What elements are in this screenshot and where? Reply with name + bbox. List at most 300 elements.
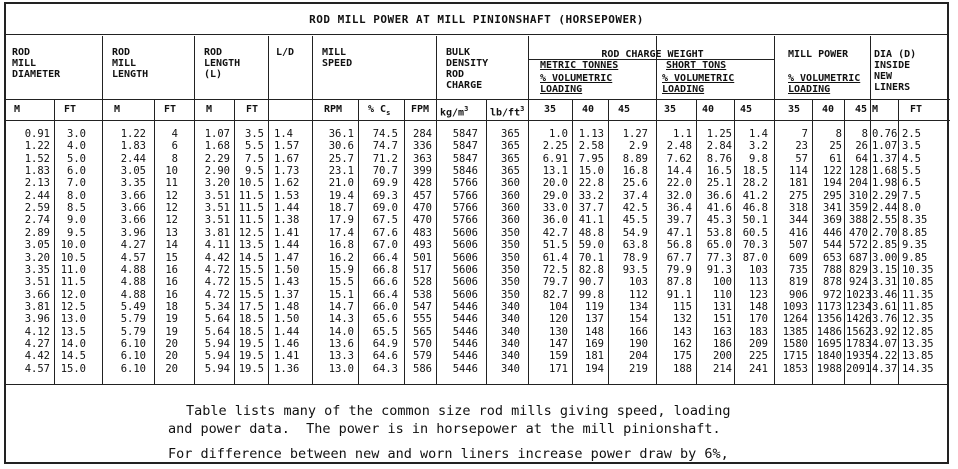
table-cell: 1.50	[274, 263, 300, 276]
table-cell: 4.72	[204, 288, 230, 301]
table-cell: 5766	[452, 214, 478, 227]
table-cell: 104	[549, 300, 568, 313]
table-cell: 6.10	[120, 362, 146, 375]
table-cell: 365	[501, 128, 520, 140]
table-cell: 241	[749, 362, 768, 375]
table-cell: 67.7	[666, 251, 692, 264]
table-cell: 59.0	[578, 239, 604, 252]
header-pct-vol-power: % VOLUMETRIC LOADING	[788, 73, 861, 95]
table-cell: 67.5	[372, 214, 398, 227]
sub-ft4: FT	[910, 104, 923, 115]
table-cell: 175	[673, 350, 692, 363]
table-cell: 10.0	[60, 239, 86, 252]
table-cell: 12	[165, 214, 178, 227]
column-divider	[528, 36, 529, 384]
row-divider	[6, 120, 950, 121]
table-cell: 336	[413, 140, 432, 153]
table-cell: 23.1	[328, 165, 354, 178]
table-cell: 4.57	[24, 362, 50, 375]
table-cell: 2.58	[578, 140, 604, 153]
table-cell: 110	[713, 288, 732, 301]
table-cell: 446	[823, 226, 842, 239]
table-cell: 16	[165, 263, 178, 276]
table-cell: 120	[549, 313, 568, 326]
table-cell: 3.0	[67, 128, 86, 140]
table-cell: 1988	[816, 362, 842, 375]
table-cell: 70.3	[742, 239, 768, 252]
table-cell: 3.31	[872, 276, 898, 289]
table-cell: 7.0	[67, 177, 86, 190]
table-cell: 42.5	[622, 202, 648, 215]
table-cell: 1.37	[274, 288, 300, 301]
table-cell: 12.35	[902, 313, 934, 326]
table-cell: 3.35	[120, 177, 146, 190]
table-cell: 3.20	[204, 177, 230, 190]
sub-ft2: FT	[164, 104, 177, 115]
table-cell: 2.29	[872, 189, 898, 202]
table-cell: 4	[171, 128, 178, 140]
column-subdivider	[54, 99, 55, 384]
table-cell: 11.0	[60, 263, 86, 276]
table-cell: 4.37	[872, 362, 898, 375]
table-cell: 166	[629, 325, 648, 338]
table-cell: 12.85	[902, 325, 934, 338]
table-cell: 26	[855, 140, 868, 153]
table-cell: 5606	[452, 288, 478, 301]
table-cell: 123	[749, 288, 768, 301]
table-cell: 9.5	[67, 226, 86, 239]
table-cell: 15.0	[60, 362, 86, 375]
table-cell: 45.3	[706, 214, 732, 227]
table-cell: 2.5	[902, 128, 921, 140]
table-cell: 17.5	[238, 300, 264, 313]
table-cell: 1.38	[274, 214, 300, 227]
table-cell: 15.0	[578, 165, 604, 178]
table-cell: 572	[849, 239, 868, 252]
table-cell: 63.8	[622, 239, 648, 252]
column-subdivider	[358, 99, 359, 384]
table-cell: 5.79	[120, 313, 146, 326]
table-cell: 788	[823, 263, 842, 276]
table-cell: 20	[165, 362, 178, 375]
table-cell: 2.9	[629, 140, 648, 153]
table-cell: 10.5	[238, 177, 264, 190]
table-cell: 3.20	[24, 251, 50, 264]
table-cell: 1.44	[274, 325, 300, 338]
table-cell: 148	[585, 325, 604, 338]
table-cell: 56.8	[666, 239, 692, 252]
table-cell: 70.7	[372, 165, 398, 178]
table-cell: 204	[629, 350, 648, 363]
table-cell: 20	[165, 350, 178, 363]
table-cell: 5606	[452, 239, 478, 252]
table-cell: 60.5	[742, 226, 768, 239]
table-cell: 5.5	[902, 165, 921, 178]
table-cell: 2.90	[204, 165, 230, 178]
table-cell: 15.5	[328, 276, 354, 289]
table-cell: 1426	[846, 313, 872, 326]
table-cell: 186	[713, 337, 732, 350]
table-cell: 2.13	[24, 177, 50, 190]
header-rod-length: ROD LENGTH (L)	[204, 47, 241, 80]
table-cell: 318	[789, 202, 808, 215]
table-cell: 47.1	[666, 226, 692, 239]
sub-ft3: FT	[246, 104, 259, 115]
table-cell: 33.0	[542, 202, 568, 215]
table-cell: 2.70	[872, 226, 898, 239]
table-cell: 0.91	[24, 128, 50, 140]
table-cell: 350	[501, 239, 520, 252]
table-cell: 457	[413, 189, 432, 202]
table-cell: 4.5	[902, 152, 921, 165]
table-cell: 3.66	[24, 288, 50, 301]
table-cell: 1853	[782, 362, 808, 375]
table-cell: 12.5	[238, 226, 264, 239]
table-cell: 1093	[782, 300, 808, 313]
table-cell: 122	[823, 165, 842, 178]
table-cell: 66.4	[372, 251, 398, 264]
column-subdivider	[812, 99, 813, 384]
table-cell: 295	[823, 189, 842, 202]
table-cell: 37.7	[578, 202, 604, 215]
table-cell: 501	[413, 251, 432, 264]
table-cell: 131	[713, 300, 732, 313]
column-divider	[436, 36, 437, 384]
column-divider	[312, 36, 313, 384]
table-cell: 20	[165, 337, 178, 350]
table-cell: 4.27	[120, 239, 146, 252]
table-cell: 1385	[782, 325, 808, 338]
table-cell: 2.44	[872, 202, 898, 215]
table-cell: 17.9	[328, 214, 354, 227]
header-rod-mill-length: ROD MILL LENGTH	[112, 47, 149, 80]
table-cell: 493	[413, 239, 432, 252]
table-cell: 8	[835, 128, 842, 140]
table-cell: 65.5	[372, 325, 398, 338]
table-cell: 1.13	[578, 128, 604, 140]
table-cell: 528	[413, 276, 432, 289]
table-cell: 132	[673, 313, 692, 326]
table-cell: 151	[713, 313, 732, 326]
table-cell: 3.51	[204, 189, 230, 202]
table-cell: 2.84	[706, 140, 732, 153]
column-divider	[102, 36, 103, 384]
table-cell: 365	[501, 152, 520, 165]
table-cell: 5606	[452, 263, 478, 276]
table-cell: 3.51	[204, 202, 230, 215]
table-cell: 9.5	[245, 165, 264, 178]
table-cell: 18.5	[238, 325, 264, 338]
table-cell: 1234	[846, 300, 872, 313]
column-divider	[268, 36, 269, 384]
table-cell: 3.66	[120, 202, 146, 215]
table-cell: 1.44	[274, 239, 300, 252]
table-cell: 1.47	[274, 251, 300, 264]
header-rod-charge-weight: ROD CHARGE WEIGHT	[601, 49, 704, 60]
table-cell: 19.5	[238, 350, 264, 363]
table-cell: 16.8	[622, 165, 648, 178]
table-cell: 67.6	[372, 226, 398, 239]
table-cell: 1.68	[872, 165, 898, 178]
table-cell: 5.94	[204, 362, 230, 375]
table-cell: 7.62	[666, 152, 692, 165]
table-cell: 13.1	[542, 165, 568, 178]
table-cell: 483	[413, 226, 432, 239]
table-cell: 3.05	[120, 165, 146, 178]
table-cell: 547	[413, 300, 432, 313]
sub-m3: M	[206, 104, 213, 115]
table-cell: 194	[585, 362, 604, 375]
table-cell: 41.6	[706, 202, 732, 215]
table-cell: 188	[673, 362, 692, 375]
table-cell: 1.4	[274, 128, 293, 140]
table-cell: 100	[713, 276, 732, 289]
table-cell: 25	[829, 140, 842, 153]
table-cell: 78.9	[622, 251, 648, 264]
table-cell: 82.8	[578, 263, 604, 276]
table-cell: 25.6	[622, 177, 648, 190]
table-cell: 16.2	[328, 251, 354, 264]
table-cell: 1715	[782, 350, 808, 363]
table-cell: 22.0	[666, 177, 692, 190]
table-cell: 3.76	[872, 313, 898, 326]
table-cell: 11.5	[60, 276, 86, 289]
header-rod-mill-diameter: ROD MILL DIAMETER	[12, 47, 61, 80]
table-cell: 1.07	[204, 128, 230, 140]
table-cell: 9.35	[902, 239, 928, 252]
table-cell: 360	[501, 214, 520, 227]
table-cell: 570	[413, 337, 432, 350]
table-cell: 37.4	[622, 189, 648, 202]
table-cell: 2.48	[666, 140, 692, 153]
table-cell: 1580	[782, 337, 808, 350]
table-cell: 51.5	[542, 239, 568, 252]
table-cell: 12	[165, 202, 178, 215]
table-cell: 5446	[452, 362, 478, 375]
table-cell: 3.35	[24, 263, 50, 276]
table-cell: 1.22	[24, 140, 50, 153]
table-cell: 2.44	[120, 152, 146, 165]
table-cell: 1783	[846, 337, 872, 350]
column-divider	[774, 36, 775, 384]
table-cell: 119	[585, 300, 604, 313]
table-cell: 183	[749, 325, 768, 338]
table-cell: 46.8	[742, 202, 768, 215]
table-cell: 1.50	[274, 313, 300, 326]
table-cell: 6.0	[67, 165, 86, 178]
table-cell: 16.5	[706, 165, 732, 178]
table-cell: 5446	[452, 350, 478, 363]
table-cell: 3.51	[204, 214, 230, 227]
table-cell: 1.53	[274, 189, 300, 202]
table-cell: 33.2	[578, 189, 604, 202]
table-cell: 5446	[452, 337, 478, 350]
row-divider	[6, 99, 950, 100]
table-cell: 64.9	[372, 337, 398, 350]
table-cell: 90.7	[578, 276, 604, 289]
table-cell: 3.05	[24, 239, 50, 252]
table-cell: 340	[501, 350, 520, 363]
table-cell: 1695	[816, 337, 842, 350]
table-cell: 8.5	[67, 202, 86, 215]
table-cell: 19.4	[328, 189, 354, 202]
table-cell: 972	[823, 288, 842, 301]
table-cell: 112	[629, 288, 648, 301]
table-cell: 65.6	[372, 313, 398, 326]
table-cell: 32.0	[666, 189, 692, 202]
table-cell: 13.5	[60, 325, 86, 338]
table-cell: 4.11	[204, 239, 230, 252]
table-cell: 4.72	[204, 263, 230, 276]
table-cell: 5766	[452, 189, 478, 202]
table-cell: 1.4	[749, 128, 768, 140]
table-cell: 1486	[816, 325, 842, 338]
column-divider	[656, 36, 657, 384]
table-cell: 1.37	[872, 152, 898, 165]
table-cell: 6.91	[542, 152, 568, 165]
table-cell: 159	[549, 350, 568, 363]
table-cell: 50.1	[742, 214, 768, 227]
header-l-d: L/D	[276, 47, 295, 58]
table-cell: 369	[823, 214, 842, 227]
table-cell: 66.6	[372, 276, 398, 289]
table-cell: 653	[823, 251, 842, 264]
table-cell: 3.15	[872, 263, 898, 276]
table-cell: 2.89	[24, 226, 50, 239]
table-cell: 1264	[782, 313, 808, 326]
table-title: ROD MILL POWER AT MILL PINIONSHAFT (HORSEPOWER)	[309, 13, 644, 26]
table-cell: 819	[789, 276, 808, 289]
table-cell: 4.88	[120, 263, 146, 276]
column-subdivider	[608, 99, 609, 384]
table-cell: 9.0	[67, 214, 86, 227]
table-cell: 3.81	[24, 300, 50, 313]
column-subdivider	[734, 99, 735, 384]
table-cell: 3.96	[24, 313, 50, 326]
table-cell: 1.41	[274, 350, 300, 363]
table-cell: 365	[501, 165, 520, 178]
table-cell: 10.5	[60, 251, 86, 264]
table-cell: 4.27	[24, 337, 50, 350]
table-cell: 18.7	[328, 202, 354, 215]
header-mill-speed: MILL SPEED	[322, 47, 353, 69]
table-cell: 65.0	[706, 239, 732, 252]
table-cell: 687	[849, 251, 868, 264]
table-cell: 103	[749, 263, 768, 276]
table-cell: 74.5	[372, 128, 398, 140]
table-cell: 3.66	[120, 214, 146, 227]
table-cell: 93.5	[622, 263, 648, 276]
table-cell: 13	[165, 226, 178, 239]
title-divider	[6, 34, 947, 35]
table-cell: 7.5	[245, 152, 264, 165]
table-cell: 1.44	[274, 202, 300, 215]
table-cell: 350	[501, 288, 520, 301]
table-cell: 1935	[846, 350, 872, 363]
table-cell: 5.94	[204, 337, 230, 350]
column-subdivider	[572, 99, 573, 384]
table-cell: 350	[501, 276, 520, 289]
table-cell: 214	[713, 362, 732, 375]
table-cell: 1173	[816, 300, 842, 313]
table-cell: 1356	[816, 313, 842, 326]
table-cell: 470	[413, 214, 432, 227]
table-cell: 365	[501, 140, 520, 153]
table-cell: 8.85	[902, 226, 928, 239]
header-mill-power: MILL POWER	[788, 49, 849, 60]
table-cell: 79.7	[542, 276, 568, 289]
table-cell: 22.8	[578, 177, 604, 190]
table-cell: 1.98	[872, 177, 898, 190]
table-cell: 69.0	[372, 202, 398, 215]
table-cell: 5847	[452, 140, 478, 153]
sub-kgm3: $kg/m^3$	[440, 105, 469, 119]
header-dia-inside: DIA (D) INSIDE NEW LINERS	[874, 49, 917, 93]
table-cell: 79.9	[666, 263, 692, 276]
table-cell: 1.67	[274, 152, 300, 165]
table-cell: 1.25	[706, 128, 732, 140]
table-cell: 8	[171, 152, 178, 165]
table-cell: 363	[413, 152, 432, 165]
table-cell: 30.6	[328, 140, 354, 153]
table-cell: 5847	[452, 152, 478, 165]
table-cell: 14.0	[328, 325, 354, 338]
table-cell: 14.5	[60, 350, 86, 363]
table-cell: 1840	[816, 350, 842, 363]
table-cell: 5.79	[120, 325, 146, 338]
table-cell: 1.52	[24, 152, 50, 165]
table-cell: 42.7	[542, 226, 568, 239]
table-cell: 3.92	[872, 325, 898, 338]
table-cell: 3.00	[872, 251, 898, 264]
sub-load-35-short: 35	[664, 104, 677, 115]
table-cell: 14.7	[328, 300, 354, 313]
table-cell: 517	[413, 263, 432, 276]
table-cell: 538	[413, 288, 432, 301]
table-cell: 340	[501, 325, 520, 338]
table-cell: 1.48	[274, 300, 300, 313]
table-cell: 114	[789, 165, 808, 178]
table-cell: 15.5	[238, 276, 264, 289]
sub-load-40-metric: 40	[582, 104, 595, 115]
table-cell: 143	[673, 325, 692, 338]
sub-load-45-power: 45	[855, 104, 868, 115]
table-cell: 350	[501, 251, 520, 264]
table-cell: 544	[823, 239, 842, 252]
table-cell: 428	[413, 177, 432, 190]
table-cell: 878	[823, 276, 842, 289]
table-cell: 1.0	[549, 128, 568, 140]
table-cell: 1.41	[274, 226, 300, 239]
table-cell: 3.46	[872, 288, 898, 301]
table-cell: 14.5	[238, 251, 264, 264]
table-cell: 341	[823, 202, 842, 215]
table-cell: 11.5	[238, 202, 264, 215]
sub-pct-cs: % $C_s$	[368, 104, 391, 117]
table-cell: 10.85	[902, 276, 934, 289]
sub-load-40-short: 40	[702, 104, 715, 115]
table-cell: 209	[749, 337, 768, 350]
table-cell: 67.0	[372, 239, 398, 252]
sub-m1: M	[14, 104, 21, 115]
table-cell: 1023	[846, 288, 872, 301]
table-cell: 14.4	[666, 165, 692, 178]
table-cell: 340	[501, 313, 520, 326]
table-cell: 36.6	[706, 189, 732, 202]
table-cell: 17.4	[328, 226, 354, 239]
table-cell: 2.85	[872, 239, 898, 252]
table-cell: 4.12	[24, 325, 50, 338]
